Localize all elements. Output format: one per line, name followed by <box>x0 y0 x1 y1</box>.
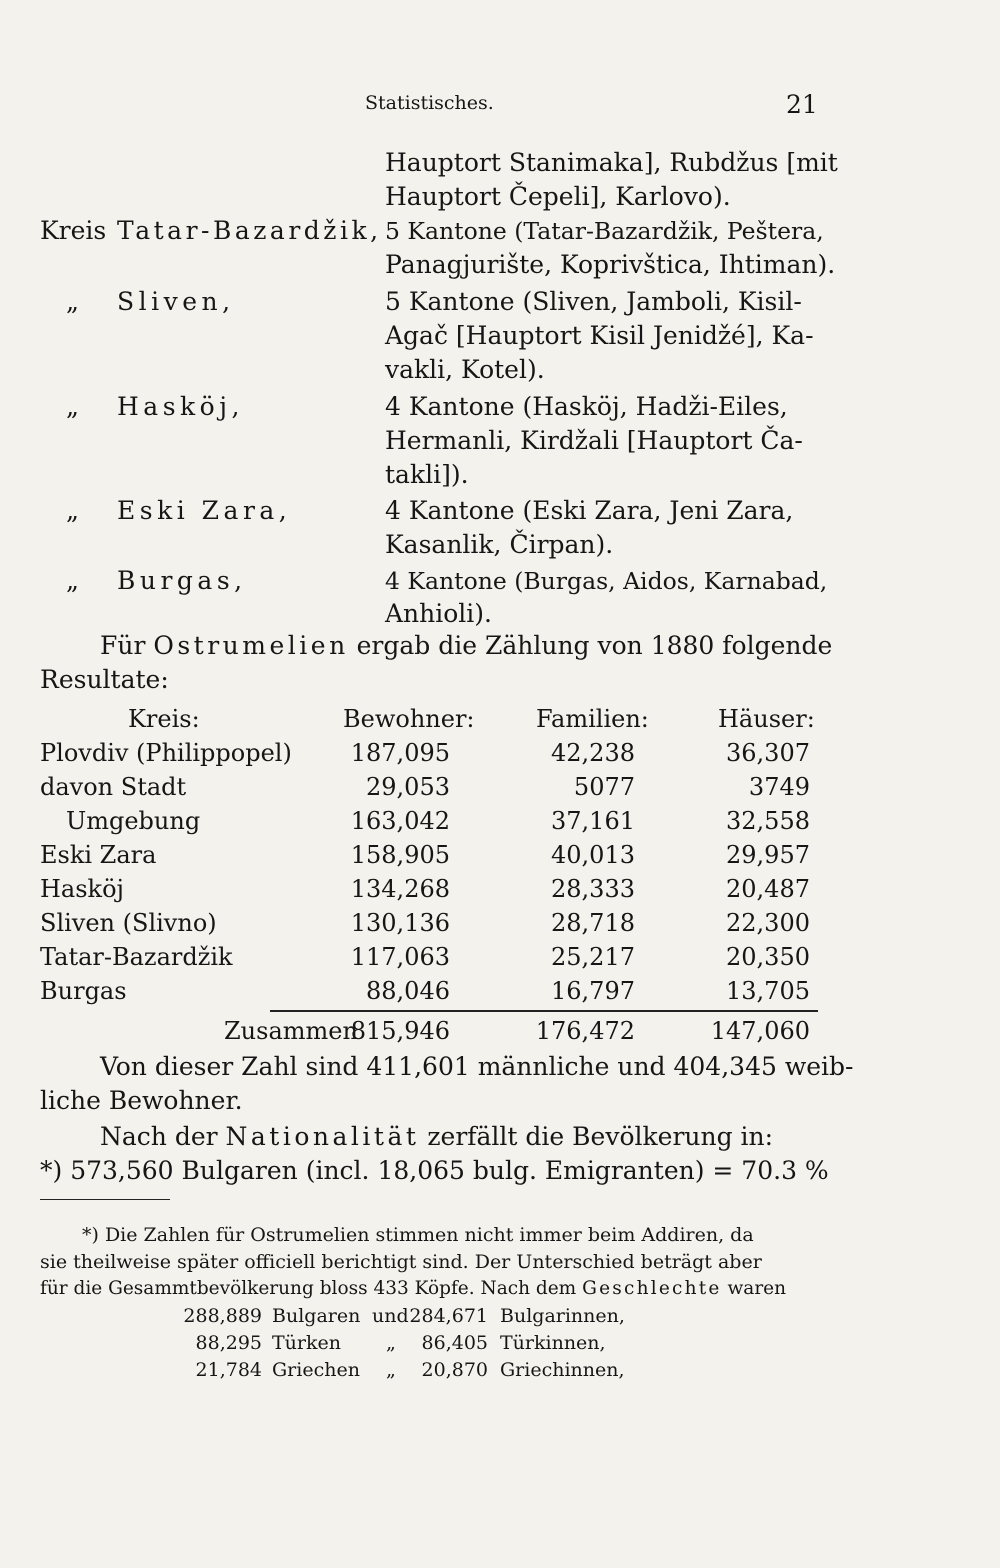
ditto-mark: „ <box>66 496 79 525</box>
table-row: Hasköj 134,268 28,333 20,487 <box>40 875 810 903</box>
intro-line-1: Für Ostrumelien ergab die Zählung von 1880 folgende <box>100 631 833 660</box>
kreis-line: vakli, Kotel). <box>385 355 545 384</box>
kreis-name: Burgas, <box>117 566 247 595</box>
kreis-line: Panagjurište, Koprivštica, Ihtiman). <box>385 250 836 279</box>
continuation-line-2: Hauptort Čepeli], Karlovo). <box>385 182 731 211</box>
kreis-name: Eski Zara, <box>117 496 292 525</box>
col-header-kreis: Kreis: <box>128 705 200 733</box>
footnote-line-3: für die Gesammtbevölkerung bloss 433 Köpfe. Nach dem Geschlechte waren <box>40 1278 787 1299</box>
kreis-line: 5 Kantone (Tatar-Bazardžik, Peštera, <box>385 217 824 245</box>
table-row: Eski Zara 158,905 40,013 29,957 <box>40 841 810 869</box>
table-row: Plovdiv (Philippopel) 187,095 42,238 36,307 <box>40 739 810 767</box>
continuation-line-1: Hauptort Stanimaka], Rubdžus [mit <box>385 148 838 177</box>
gender-row: 88,295 Türken „ 86,405 Türkinnen, <box>195 1332 606 1354</box>
kreis-line: 4 Kantone (Hasköj, Hadži-Eiles, <box>385 392 788 421</box>
kreis-line: Agač [Hauptort Kisil Jenidžé], Ka- <box>385 321 814 350</box>
kreis-line: Kasanlik, Čirpan). <box>385 530 614 559</box>
running-title: Statistisches. <box>365 92 494 114</box>
table-row: Sliven (Slivno) 130,136 28,718 22,300 <box>40 909 810 937</box>
intro-line-2: Resultate: <box>40 665 169 694</box>
table-row: Tatar-Bazardžik 117,063 25,217 20,350 <box>40 943 810 971</box>
kreis-prefix: Kreis <box>40 216 107 245</box>
ditto-mark: „ <box>66 287 79 316</box>
kreis-name: Hasköj, <box>117 392 244 421</box>
footnote-separator <box>40 1199 170 1200</box>
nationality-line: Nach der Nationalität zerfällt die Bevölkerung in: <box>100 1122 774 1151</box>
kreis-line: 4 Kantone (Eski Zara, Jeni Zara, <box>385 496 794 525</box>
total-label: Zusammen <box>224 1017 358 1045</box>
col-header-familien: Familien: <box>536 705 649 733</box>
table-row: Burgas 88,046 16,797 13,705 <box>40 977 810 1005</box>
kreis-line: Hermanli, Kirdžali [Hauptort Ča- <box>385 426 803 455</box>
table-header <box>40 702 820 736</box>
bulgaren-line: *) 573,560 Bulgaren (incl. 18,065 bulg. Emigranten) = 70.3 % <box>40 1156 829 1185</box>
col-header-haeuser: Häuser: <box>718 705 815 733</box>
footnote-line-2: sie theilweise später officiell berichtigt sind. Der Unterschied beträgt aber <box>40 1251 762 1273</box>
ditto-mark: „ <box>66 392 79 421</box>
page-number: 21 <box>786 90 818 119</box>
gender-line-2: liche Bewohner. <box>40 1086 243 1115</box>
ditto-mark: „ <box>66 566 79 595</box>
kreis-line: 5 Kantone (Sliven, Jamboli, Kisil- <box>385 287 802 316</box>
table-row: Umgebung 163,042 37,161 32,558 <box>66 807 810 835</box>
kreis-line: takli]). <box>385 460 469 489</box>
table-row: davon Stadt 29,053 5077 3749 <box>40 773 810 801</box>
kreis-line: 4 Kantone (Burgas, Aidos, Karnabad, <box>385 567 828 595</box>
kreis-name: Tatar-Bazardžik, <box>117 216 382 245</box>
gender-row: 288,889 Bulgaren und 284,671 Bulgarinnen, <box>183 1305 625 1327</box>
gender-line-1: Von dieser Zahl sind 411,601 männliche und 404,345 weib- <box>100 1052 854 1081</box>
footnote-line-1: *) Die Zahlen für Ostrumelien stimmen nicht immer beim Addiren, da <box>82 1224 754 1246</box>
col-header-bewohner: Bewohner: <box>343 705 475 733</box>
kreis-line: Anhioli). <box>385 599 492 628</box>
sum-rule <box>270 1010 818 1012</box>
kreis-name: Sliven, <box>117 287 235 316</box>
gender-row: 21,784 Griechen „ 20,870 Griechinnen, <box>195 1359 625 1381</box>
table-total-row: Zusammen 815,946 176,472 147,060 <box>40 1014 820 1048</box>
